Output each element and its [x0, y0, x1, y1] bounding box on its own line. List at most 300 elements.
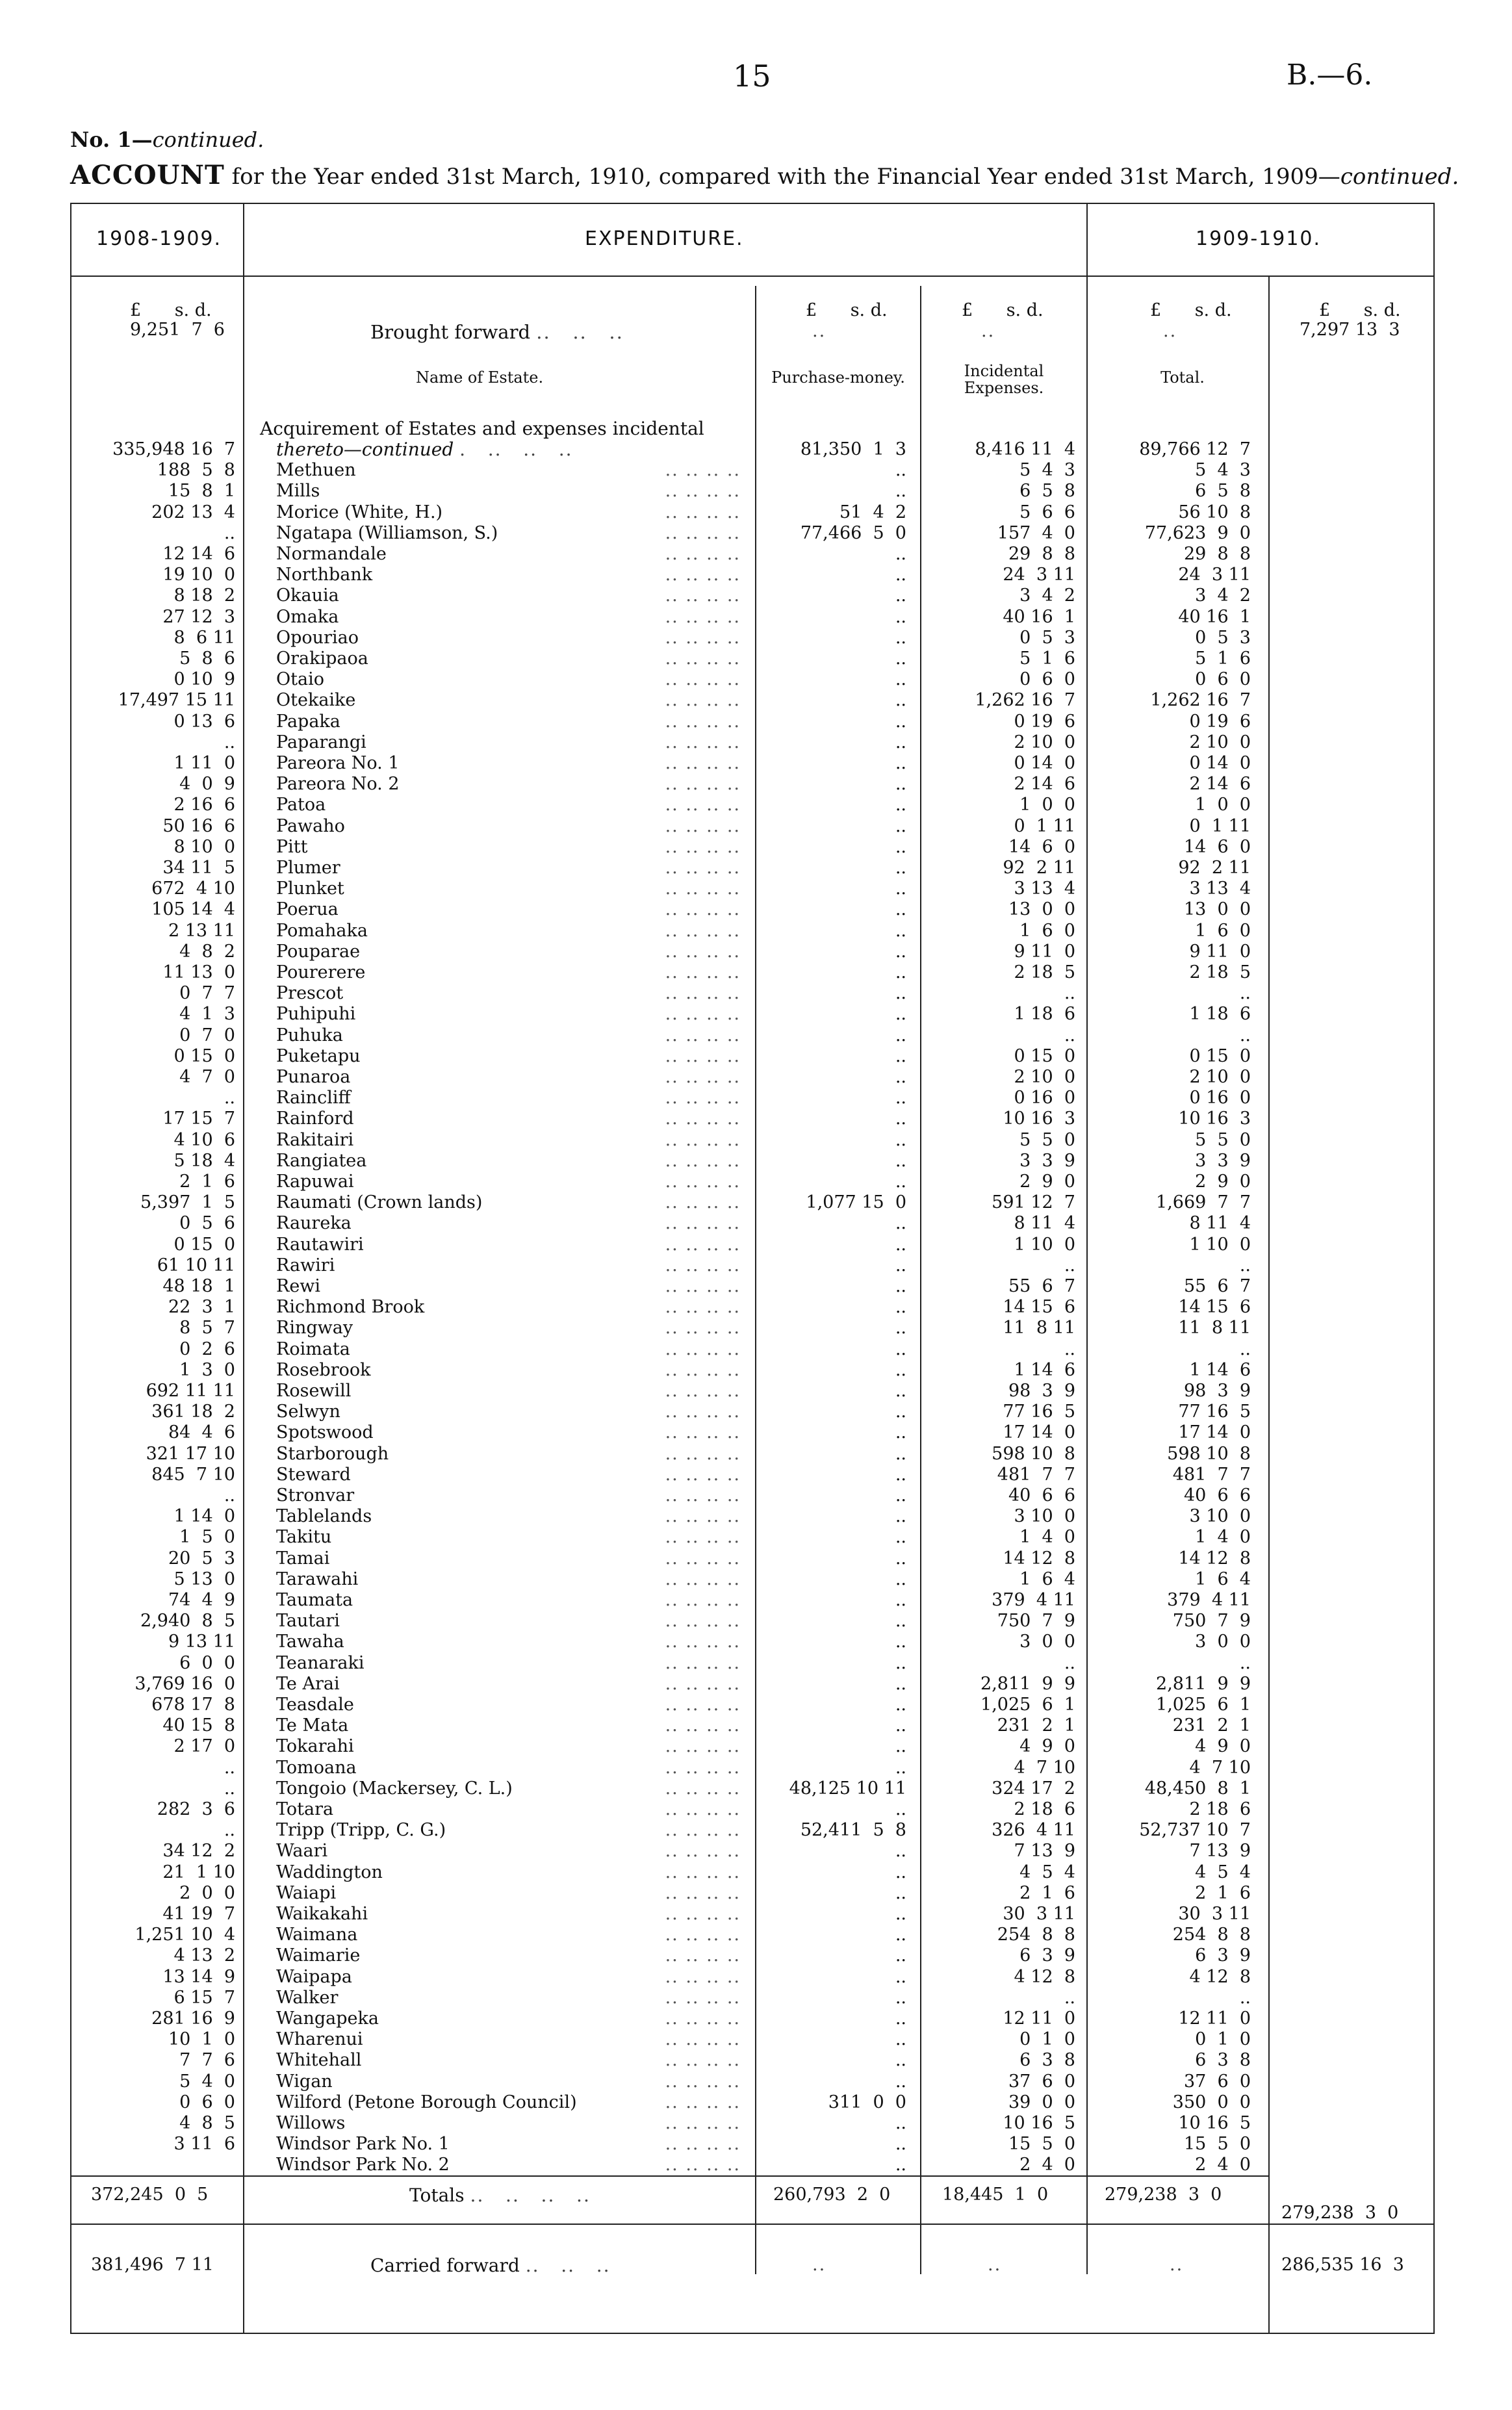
incidental-expenses: 10 16 5: [1003, 2113, 1075, 2133]
incidental-expenses: 3 3 9: [1019, 1150, 1075, 1171]
table-row: [0, 2134, 1512, 2155]
leader-dots: .. .. .. ..: [665, 1590, 741, 1610]
total-amount: 92 2 11: [1178, 858, 1251, 878]
total-amount: ..: [1239, 1652, 1251, 1673]
estate-name: Rakitairi: [276, 1129, 354, 1150]
document-reference: B.—6.: [1287, 58, 1373, 92]
total-amount: 8 11 4: [1189, 1213, 1251, 1234]
total-amount: 55 6 7: [1183, 1276, 1251, 1296]
estate-name: Ngatapa (Williamson, S.): [276, 522, 498, 543]
purchase-money: ..: [895, 711, 906, 732]
total-amount: 14 12 8: [1178, 1548, 1251, 1569]
leader-dots: .. .. .. ..: [665, 1381, 741, 1401]
brought-forward-text: Brought forward: [370, 321, 531, 343]
leader-dots: .. .. .. ..: [665, 711, 741, 732]
estate-name: Wangapeka: [276, 2008, 379, 2029]
prev-year-amount: 4 7 0: [179, 1067, 235, 1087]
pound-sign: £: [130, 300, 142, 320]
table-row: [0, 1758, 1512, 1778]
estate-name: Rewi: [276, 1276, 321, 1296]
incidental-expenses: 30 3 11: [1003, 1904, 1075, 1924]
incidental-expenses: 1 4 0: [1019, 1527, 1075, 1548]
leader-dots: .. .. .. ..: [665, 2008, 741, 2029]
purchase-money: ..: [895, 669, 906, 690]
purchase-money: ..: [895, 1255, 906, 1276]
incidental-expenses: 1,025 6 1: [980, 1695, 1075, 1715]
purchase-money: ..: [895, 858, 906, 878]
table-row: [0, 1820, 1512, 1841]
estate-name: Rosewill: [276, 1381, 352, 1401]
estate-name: Spotswood: [276, 1422, 374, 1443]
prev-year-amount: 321 17 10: [146, 1443, 235, 1464]
estate-name: Mills: [276, 481, 320, 502]
total-amount: 4 7 10: [1189, 1757, 1251, 1778]
leader-dots: .. .. .. ..: [665, 2134, 741, 2155]
pence-sign: d.: [194, 300, 212, 320]
pound-sign: £: [806, 300, 817, 320]
leader-dots: .. .. .. ..: [665, 1297, 741, 1318]
carried-forward-purchase: ..: [812, 2255, 826, 2275]
leader-dots: .. .. .. ..: [665, 565, 741, 585]
purchase-money: ..: [895, 1088, 906, 1109]
total-amount: 0 1 0: [1195, 2029, 1251, 2050]
prev-year-amount: 1,251 10 4: [135, 1925, 235, 1945]
estate-name: Paparangi: [276, 732, 366, 752]
table-row: [0, 1632, 1512, 1652]
purchase-money: ..: [895, 962, 906, 982]
leader-dots: .. .. .. ..: [665, 669, 741, 690]
incidental-expenses: 598 10 8: [992, 1443, 1075, 1464]
total-amount: ..: [1239, 983, 1251, 1004]
total-amount: 231 2 1: [1172, 1715, 1251, 1736]
purchase-money: ..: [895, 1987, 906, 2008]
incidental-expenses: 2 10 0: [1014, 732, 1075, 752]
leader-dots: .. .. .. ..: [665, 585, 741, 606]
table-row: [0, 1088, 1512, 1109]
leader-dots: .. .. .. ..: [665, 836, 741, 857]
leader-dots: .. .. .. ..: [665, 795, 741, 815]
incidental-expenses: 3 0 0: [1019, 1632, 1075, 1652]
prev-year-amount: 17,497 15 11: [118, 690, 235, 711]
table-row: [0, 1172, 1512, 1192]
table-row: [0, 1025, 1512, 1046]
estate-name: Pomahaka: [276, 920, 368, 941]
table-row: [0, 1255, 1512, 1276]
incidental-expenses: 750 7 9: [997, 1611, 1075, 1632]
prev-year-amount: 6 15 7: [173, 1987, 235, 2008]
table-row: [0, 942, 1512, 962]
incidental-expenses: 8 11 4: [1014, 1213, 1075, 1234]
leader-dots: .. .. .. ..: [665, 1339, 741, 1359]
total-amount: 2 1 6: [1195, 1882, 1251, 1903]
carried-forward-total: ..: [1170, 2255, 1184, 2275]
total-amount: 1 6 4: [1195, 1569, 1251, 1589]
prev-year-amount: 21 1 10: [162, 1862, 235, 1882]
leader-dots: .. .. .. ..: [665, 1925, 741, 1945]
incidental-expenses: 2 9 0: [1019, 1172, 1075, 1192]
leader-dots: .. .. .. ..: [665, 544, 741, 564]
purchase-money: ..: [895, 627, 906, 648]
estate-name: Waimana: [276, 1925, 358, 1945]
estate-name: Windsor Park No. 1: [276, 2134, 450, 2155]
estate-name: Plunket: [276, 878, 344, 899]
leader-dots: .. .. .. ..: [665, 1402, 741, 1422]
incidental-expenses: 3 4 2: [1019, 585, 1075, 606]
totals-prev: 372,245 0 5: [91, 2185, 209, 2205]
purchase-money: ..: [895, 460, 906, 481]
table-row: [0, 1904, 1512, 1925]
estate-name: Pareora No. 1: [276, 753, 400, 773]
estate-name: Whitehall: [276, 2050, 362, 2071]
estate-name: Otaio: [276, 669, 324, 690]
purchase-money: ..: [895, 1297, 906, 1318]
total-amount: 2 4 0: [1195, 2155, 1251, 2175]
purchase-money: ..: [895, 2008, 906, 2029]
brought-forward-prev: 9,251 7 6: [130, 320, 225, 340]
estate-name: Waipapa: [276, 1966, 352, 1987]
carried-forward-prev: 381,496 7 11: [91, 2255, 214, 2275]
total-amount: 24 3 11: [1178, 565, 1251, 585]
incidental-expenses: 98 3 9: [1008, 1381, 1075, 1401]
total-amount: ..: [1239, 1339, 1251, 1359]
purchase-money: ..: [895, 1882, 906, 1903]
table-top-rule: [70, 203, 1435, 204]
purchase-money: ..: [895, 1862, 906, 1882]
incidental-expenses: 6 5 8: [1019, 481, 1075, 502]
incidental-expenses: 11 8 11: [1003, 1318, 1075, 1339]
purchase-money: ..: [895, 1045, 906, 1066]
leader-dots: .. .. .. ..: [665, 1443, 741, 1464]
purchase-money: ..: [895, 481, 906, 502]
leader-dots: .. .. .. ..: [665, 1611, 741, 1632]
table-row: [0, 1862, 1512, 1883]
total-amount: 2 14 6: [1189, 774, 1251, 795]
leader-dots: .. .. .. ..: [665, 1778, 741, 1799]
prev-year-amount: 20 5 3: [168, 1548, 235, 1569]
incidental-expenses: 10 16 3: [1003, 1109, 1075, 1129]
purchase-money: ..: [895, 1611, 906, 1632]
prev-year-amount: 0 15 0: [173, 1234, 235, 1255]
table-row: [0, 648, 1512, 669]
total-amount: 2 9 0: [1195, 1172, 1251, 1192]
estate-name: Pitt: [276, 836, 308, 857]
incidental-expenses: 2 10 0: [1014, 1067, 1075, 1087]
prev-year-amount: 4 10 6: [173, 1129, 235, 1150]
total-amount: 598 10 8: [1167, 1443, 1251, 1464]
total-amount: 1 18 6: [1189, 1004, 1251, 1025]
total-amount: 37 6 0: [1183, 2071, 1251, 2092]
table-row: [0, 1402, 1512, 1422]
total-amount: 15 5 0: [1183, 2134, 1251, 2155]
incidental-expenses: 5 6 6: [1019, 502, 1075, 522]
purchase-money: ..: [895, 1359, 906, 1380]
total-amount: ..: [1239, 1255, 1251, 1276]
table-row: [0, 1674, 1512, 1695]
purchase-money: 81,350 1 3: [800, 439, 906, 459]
estate-name: Waari: [276, 1841, 328, 1862]
table-row: [0, 816, 1512, 837]
table-row: [0, 585, 1512, 606]
table-row: [0, 1967, 1512, 1988]
table-row: [0, 1925, 1512, 1945]
prev-year-amount: 22 3 1: [168, 1297, 235, 1318]
total-amount: 4 9 0: [1195, 1736, 1251, 1757]
total-amount: 3 4 2: [1195, 585, 1251, 606]
purchase-money: ..: [895, 753, 906, 773]
prev-year-amount: 0 2 6: [179, 1339, 235, 1359]
leader-dots: .. .. .. ..: [665, 1882, 741, 1903]
total-amount: 2 10 0: [1189, 1067, 1251, 1087]
total-amount: ..: [1239, 1987, 1251, 2008]
purchase-money: ..: [895, 2050, 906, 2071]
table-row: [0, 1046, 1512, 1067]
prev-year-amount: 48 18 1: [162, 1276, 235, 1296]
purchase-money: ..: [895, 585, 906, 606]
estate-name: Punaroa: [276, 1067, 351, 1087]
table-row: [0, 1444, 1512, 1465]
estate-name: Okauia: [276, 585, 339, 606]
estate-name: Roimata: [276, 1339, 350, 1359]
right-total-rule: [1268, 2224, 1433, 2225]
pound-sign: £: [1150, 300, 1162, 320]
incidental-expenses: 1 6 0: [1019, 920, 1075, 941]
table-row: [0, 669, 1512, 690]
purchase-money: ..: [895, 1004, 906, 1025]
total-amount: 52,737 10 7: [1139, 1820, 1251, 1841]
total-amount: 4 12 8: [1189, 1966, 1251, 1987]
total-amount: 3 10 0: [1189, 1506, 1251, 1527]
purchase-money: ..: [895, 2134, 906, 2155]
purchase-money: ..: [895, 1506, 906, 1527]
total-amount: 17 14 0: [1178, 1422, 1251, 1443]
col-header-estate: Name of Estate.: [416, 368, 544, 387]
leader-dots: .. .. .. ..: [665, 1213, 741, 1234]
prev-year-amount: 4 8 5: [179, 2113, 235, 2133]
purchase-money: ..: [895, 1548, 906, 1569]
table-row: [0, 1109, 1512, 1129]
prev-year-amount: ..: [224, 522, 235, 543]
table-row: [0, 1778, 1512, 1799]
prev-year-amount: 5 13 0: [173, 1569, 235, 1589]
prev-year-amount: 15 8 1: [168, 481, 235, 502]
leader-dots: .. .. .. ..: [665, 481, 741, 502]
prev-year-amount: 5 8 6: [179, 648, 235, 669]
leader-dots: .. .. .. ..: [665, 1799, 741, 1819]
incidental-expenses: 9 11 0: [1014, 941, 1075, 962]
leader-dots: .. .. .. ..: [665, 1548, 741, 1569]
incidental-expenses: 14 6 0: [1008, 836, 1075, 857]
table-row: [0, 2155, 1512, 2175]
prev-year-amount: 8 5 7: [179, 1318, 235, 1339]
purchase-money: 52,411 5 8: [800, 1820, 906, 1841]
totals-label: Totals .. .. .. ..: [409, 2185, 591, 2206]
incidental-expenses: 5 1 6: [1019, 648, 1075, 669]
incidental-expenses: 15 5 0: [1008, 2134, 1075, 2155]
total-amount: 1,262 16 7: [1150, 690, 1251, 711]
incidental-expenses: 6 3 9: [1019, 1945, 1075, 1966]
estate-name: Pourerere: [276, 962, 366, 982]
table-row: [0, 1611, 1512, 1632]
col-header-purchase: Purchase-money.: [771, 368, 905, 387]
prev-year-amount: 19 10 0: [162, 565, 235, 585]
purchase-money: ..: [895, 2071, 906, 2092]
incidental-expenses: 1 6 4: [1019, 1569, 1075, 1589]
col-header-incidental: Incidental Expenses.: [964, 362, 1044, 397]
prev-year-amount: 8 6 11: [173, 627, 235, 648]
incidental-expenses: 3 10 0: [1014, 1506, 1075, 1527]
table-row: [0, 1465, 1512, 1485]
purchase-money: ..: [895, 1945, 906, 1966]
table-row: [0, 795, 1512, 815]
purchase-money: ..: [895, 1590, 906, 1610]
prev-year-amount: ..: [224, 1088, 235, 1109]
purchase-money: ..: [895, 836, 906, 857]
table-row: [0, 502, 1512, 523]
prev-year-amount: 5 4 0: [179, 2071, 235, 2092]
purchase-money: ..: [895, 795, 906, 815]
account-description: for the Year ended 31st March, 1910, compared with the Financial Year ended 31st March, 1909—: [231, 164, 1340, 190]
incidental-expenses: 77 16 5: [1003, 1402, 1075, 1422]
section-expenditure: EXPENDITURE.: [585, 227, 744, 250]
incidental-expenses: 2 14 6: [1014, 774, 1075, 795]
prev-year-amount: 11 13 0: [162, 962, 235, 982]
total-amount: 1 4 0: [1195, 1527, 1251, 1548]
incidental-expenses: 2 4 0: [1019, 2155, 1075, 2175]
purchase-money: ..: [895, 690, 906, 711]
leader-dots: .. .. .. ..: [665, 1945, 741, 1966]
leader-dots: .. .. .. ..: [665, 1359, 741, 1380]
table-row: [0, 481, 1512, 502]
leader-dots: .. .. .. ..: [665, 1652, 741, 1673]
purchase-money: ..: [895, 815, 906, 836]
prev-year-amount: 74 4 9: [168, 1590, 235, 1610]
purchase-money: ..: [895, 1925, 906, 1945]
estate-name: Tongoio (Mackersey, C. L.): [276, 1778, 513, 1799]
total-amount: 0 6 0: [1195, 669, 1251, 690]
incidental-expenses: 1 10 0: [1014, 1234, 1075, 1255]
leader-dots: .. .. .. ..: [665, 2113, 741, 2133]
purchase-money: ..: [895, 920, 906, 941]
incidental-expenses: 0 6 0: [1019, 669, 1075, 690]
leader-dots: .. .. .. ..: [665, 460, 741, 481]
incidental-expenses: 0 15 0: [1014, 1045, 1075, 1066]
table-row: [0, 1799, 1512, 1820]
prev-year-amount: 8 18 2: [173, 585, 235, 606]
prev-year-amount: 41 19 7: [162, 1904, 235, 1924]
total-amount: 14 6 0: [1183, 836, 1251, 857]
total-amount: 0 5 3: [1195, 627, 1251, 648]
incidental-expenses: 14 15 6: [1003, 1297, 1075, 1318]
total-amount: 77,623 9 0: [1144, 522, 1251, 543]
purchase-money: 48,125 10 11: [789, 1778, 906, 1799]
shilling-sign: s.: [1006, 300, 1021, 320]
incidental-expenses: 254 8 8: [997, 1925, 1075, 1945]
table-row: [0, 1004, 1512, 1025]
estate-name: Willows: [276, 2113, 346, 2133]
total-amount: 6 3 8: [1195, 2050, 1251, 2071]
estate-name: Te Mata: [276, 1715, 349, 1736]
section-1908-1909: 1908-1909.: [96, 227, 222, 250]
prev-year-amount: 2 0 0: [179, 1882, 235, 1903]
table-row: [0, 711, 1512, 732]
incidental-expenses: 324 17 2: [992, 1778, 1075, 1799]
total-amount: 4 5 4: [1195, 1862, 1251, 1882]
incidental-expenses: 231 2 1: [997, 1715, 1075, 1736]
incidental-expenses: 29 8 8: [1008, 544, 1075, 564]
leader-dots: .. .. .. ..: [665, 899, 741, 920]
purchase-money: ..: [895, 732, 906, 752]
shilling-sign: s.: [174, 300, 190, 320]
purchase-money: 77,466 5 0: [800, 522, 906, 543]
purchase-money: ..: [895, 2029, 906, 2050]
total-amount: 2 10 0: [1189, 732, 1251, 752]
purchase-money: ..: [895, 1757, 906, 1778]
table-row: [0, 690, 1512, 711]
estate-name: Waddington: [276, 1862, 383, 1882]
shilling-sign: s.: [1363, 300, 1379, 320]
estate-name: Wharenui: [276, 2029, 363, 2050]
leader-dots: .. .. .. ..: [665, 1318, 741, 1339]
table-row: [0, 1883, 1512, 1904]
prev-year-amount: 678 17 8: [151, 1695, 235, 1715]
purchase-money: ..: [895, 1422, 906, 1443]
table-row: [0, 2113, 1512, 2134]
prev-year-amount: 0 6 0: [179, 2092, 235, 2112]
total-amount: 0 16 0: [1189, 1088, 1251, 1109]
prev-year-amount: 281 16 9: [151, 2008, 235, 2029]
prev-year-amount: ..: [224, 1757, 235, 1778]
total-amount: 481 7 7: [1172, 1464, 1251, 1485]
total-amount: 379 4 11: [1167, 1590, 1251, 1610]
incidental-expenses: 0 5 3: [1019, 627, 1075, 648]
prev-year-amount: 5,397 1 5: [140, 1192, 235, 1213]
incidental-expenses: 24 3 11: [1003, 565, 1075, 585]
incidental-expenses: 157 4 0: [997, 522, 1075, 543]
leader-dots: .. .. .. ..: [665, 1987, 741, 2008]
leader-dots: .. .. .. ..: [665, 1904, 741, 1924]
purchase-money: ..: [895, 1652, 906, 1673]
pence-sign: d.: [1214, 300, 1232, 320]
leader-dots: .. .. .. ..: [665, 2071, 741, 2092]
leader-dots: .. .. .. ..: [665, 1966, 741, 1987]
leader-dots: .. .. .. ..: [665, 1276, 741, 1296]
prev-year-amount: 202 13 4: [151, 502, 235, 522]
incidental-expenses: 4 7 10: [1014, 1757, 1075, 1778]
incidental-expenses: 7 13 9: [1014, 1841, 1075, 1862]
section-title-line2: thereto—continued: [276, 439, 454, 460]
purchase-money: ..: [895, 1569, 906, 1589]
leader-dots: .. .. .. ..: [665, 1757, 741, 1778]
purchase-money: ..: [895, 774, 906, 795]
total-amount: 11 8 11: [1178, 1318, 1251, 1339]
incidental-currency-header: [962, 300, 1044, 320]
table-row: [0, 1653, 1512, 1674]
estate-name: Otekaike: [276, 690, 356, 711]
leader-dots: .. .. .. ..: [665, 690, 741, 711]
estate-name: Omaka: [276, 606, 339, 627]
incidental-expenses: 0 14 0: [1014, 753, 1075, 773]
total-amount: 98 3 9: [1183, 1381, 1251, 1401]
purchase-money: ..: [895, 1402, 906, 1422]
estate-name: Rainford: [276, 1109, 354, 1129]
incidental-expenses: 14 12 8: [1003, 1548, 1075, 1569]
prev-year-amount: 2,940 8 5: [140, 1611, 235, 1632]
leader-dots: .. .. .. ..: [665, 1109, 741, 1129]
section-divider-rule: [70, 276, 1435, 277]
purchase-money: ..: [895, 1213, 906, 1234]
prev-year-amount: 3 11 6: [173, 2134, 235, 2155]
total-amount: 750 7 9: [1172, 1611, 1251, 1632]
